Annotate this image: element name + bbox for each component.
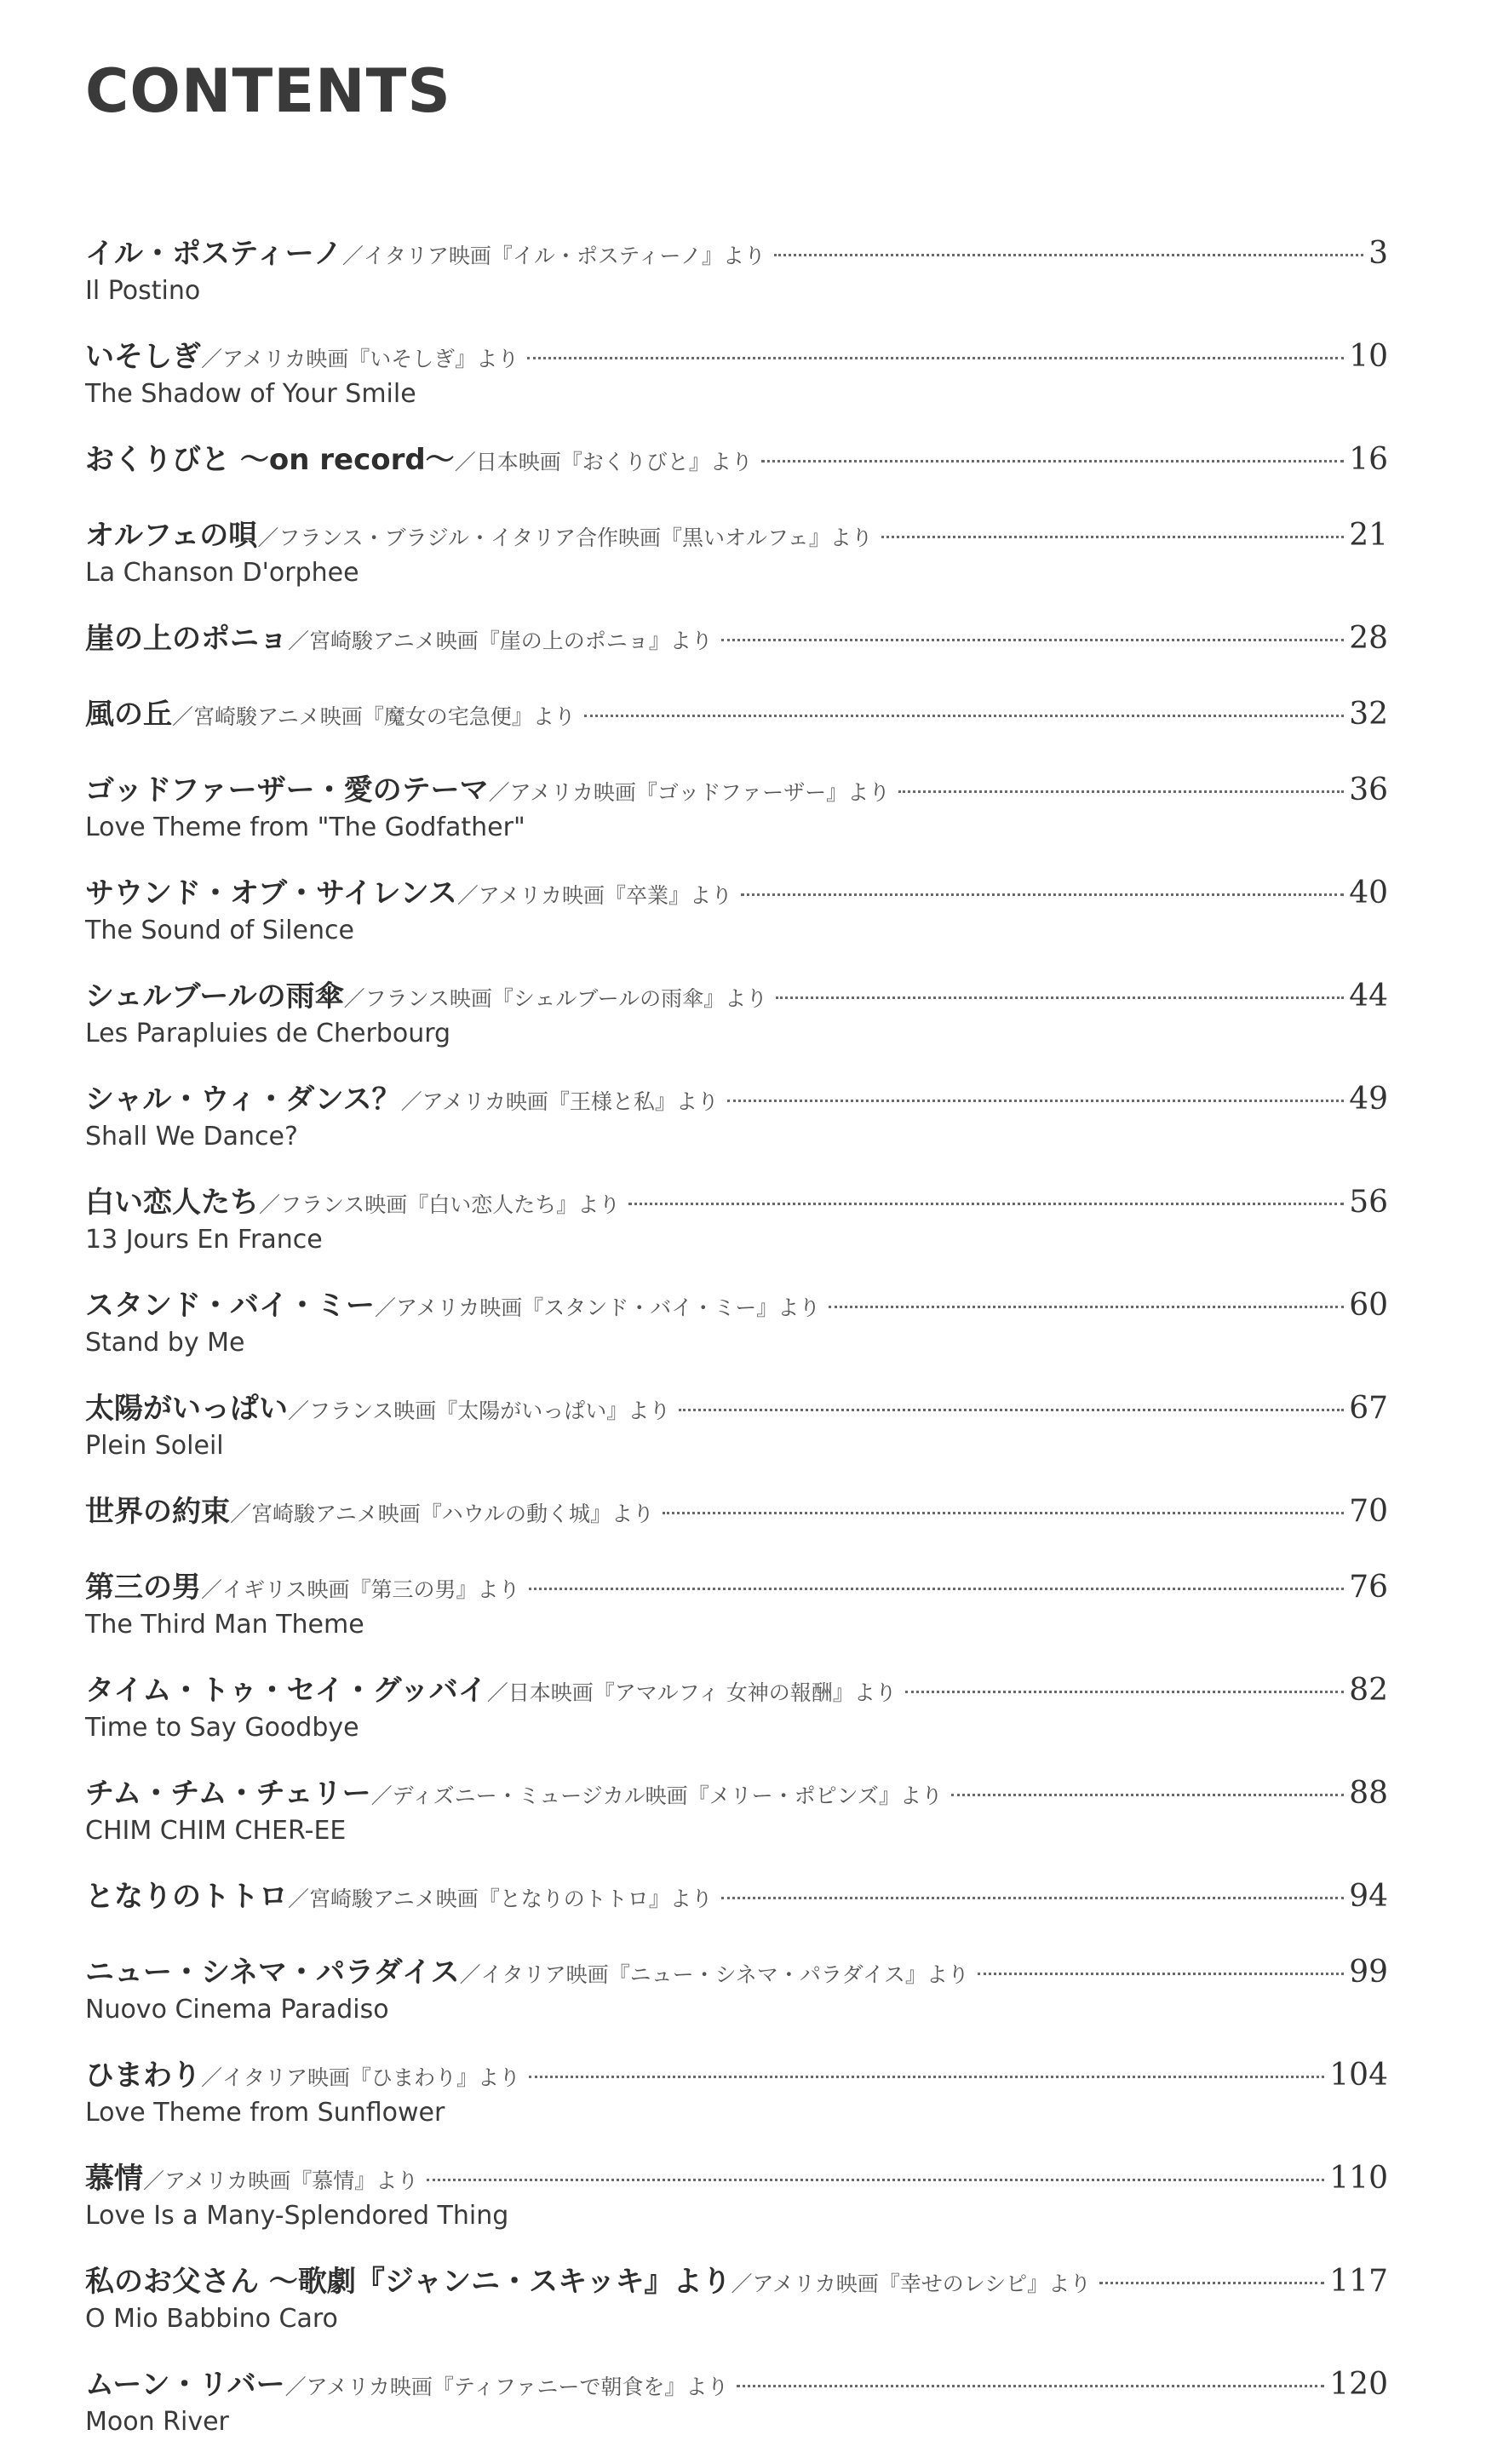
dot-leader — [829, 1306, 1344, 1308]
toc-page-number: 16 — [1349, 442, 1388, 477]
toc-title-en: Love Theme from Sunflower — [85, 2098, 445, 2128]
toc-line — [85, 1179, 1388, 1226]
toc-title-en: Moon River — [85, 2407, 229, 2437]
toc-source: ／アメリカ映画『ゴッドファーザー』より — [488, 780, 891, 805]
toc-title-jp: ムーン・リバー — [85, 2368, 285, 2402]
toc-page-number: 40 — [1349, 876, 1388, 910]
toc-entry[interactable] — [85, 767, 1388, 843]
dot-leader — [774, 254, 1363, 256]
toc-page-number: 88 — [1349, 1776, 1388, 1811]
toc-title-en: The Shadow of Your Smile — [85, 379, 416, 409]
toc-line — [85, 1667, 1388, 1714]
toc-page-number: 28 — [1349, 621, 1388, 656]
toc-line — [85, 870, 1388, 917]
toc-source: ／アメリカ映画『いそしぎ』より — [201, 347, 519, 371]
toc-title-en: CHIM CHIM CHER-EE — [85, 1816, 347, 1846]
toc-title-en: Time to Say Goodbye — [85, 1713, 359, 1743]
toc-entry[interactable] — [85, 2155, 1388, 2231]
dot-leader — [584, 715, 1344, 717]
toc-line — [85, 1949, 1388, 1996]
dot-leader — [529, 2076, 1324, 2078]
toc-page-number: 3 — [1368, 236, 1388, 271]
toc-page-number: 99 — [1349, 1955, 1388, 1990]
toc-source: ／アメリカ映画『王様と私』より — [400, 1089, 719, 1114]
toc-source: ／アメリカ映画『幸せのレシピ』より — [731, 2272, 1092, 2296]
toc-title-en: 13 Jours En France — [85, 1225, 323, 1255]
table-of-contents — [85, 230, 1388, 2464]
toc-page-number: 49 — [1349, 1082, 1388, 1117]
toc-title-en: Les Parapluies de Cherbourg — [85, 1019, 451, 1048]
toc-title-jp: 崖の上のポニョ — [85, 622, 288, 656]
toc-source: ／アメリカ映画『スタンド・バイ・ミー』より — [375, 1295, 821, 1320]
toc-title-en: Love Is a Many-Splendored Thing — [85, 2201, 509, 2231]
toc-source: ／イタリア映画『イル・ポスティーノ』より — [341, 244, 766, 268]
toc-title-jp: イル・ポスティーノ — [85, 237, 342, 271]
dot-leader — [679, 1409, 1344, 1411]
page-title: CONTENTS — [85, 56, 451, 126]
dot-leader — [951, 1794, 1344, 1796]
toc-title-en: Stand by Me — [85, 1328, 245, 1358]
toc-line — [85, 1564, 1388, 1611]
toc-entry[interactable] — [85, 1385, 1388, 1462]
toc-title-jp: 私のお父さん ～歌劇『ジャンニ・スキッキ』より — [85, 2265, 732, 2299]
toc-title-en: Il Postino — [85, 276, 201, 306]
toc-source: ／アメリカ映画『卒業』より — [456, 883, 732, 908]
toc-source: ／イタリア映画『ひまわり』より — [201, 2065, 521, 2090]
toc-title-jp: ひまわり — [85, 2059, 201, 2093]
dot-leader — [905, 1691, 1344, 1693]
toc-line — [85, 973, 1388, 1020]
toc-entry[interactable] — [85, 1076, 1388, 1152]
toc-line — [85, 1282, 1388, 1330]
toc-line — [85, 767, 1388, 814]
toc-line — [85, 436, 1388, 484]
toc-source: ／ディズニー・ミュージカル映画『メリー・ポピンズ』より — [370, 1783, 943, 1808]
toc-title-jp: サウンド・オブ・サイレンス — [85, 876, 457, 910]
toc-entry[interactable] — [85, 2258, 1388, 2335]
toc-title-jp: シェルブールの雨傘 — [85, 979, 344, 1014]
toc-entry[interactable] — [85, 2052, 1388, 2128]
toc-source: ／フランス映画『シェルブールの雨傘』より — [343, 986, 768, 1011]
toc-line — [85, 1076, 1388, 1123]
toc-page-number: 94 — [1349, 1879, 1388, 1914]
toc-entry[interactable] — [85, 1564, 1388, 1640]
toc-entry[interactable] — [85, 615, 1388, 663]
toc-source: ／アメリカ映画『慕情』より — [143, 2168, 419, 2193]
toc-entry[interactable] — [85, 691, 1388, 738]
toc-title-en: Shall We Dance? — [85, 1122, 298, 1152]
toc-entry[interactable] — [85, 230, 1388, 307]
toc-entry[interactable] — [85, 2361, 1388, 2438]
dot-leader — [741, 893, 1344, 896]
toc-entry[interactable] — [85, 973, 1388, 1049]
toc-page-number: 120 — [1329, 2367, 1388, 2402]
toc-title-jp: 第三の男 — [85, 1571, 201, 1605]
dot-leader — [663, 1512, 1344, 1514]
dot-leader — [978, 1973, 1344, 1975]
toc-page-number: 44 — [1349, 979, 1388, 1014]
toc-page-number: 10 — [1349, 339, 1388, 374]
toc-source: ／日本映画『おくりびと』より — [454, 450, 753, 474]
toc-page-number: 82 — [1349, 1673, 1388, 1708]
toc-source: ／宮崎駿アニメ映画『魔女の宅急便』より — [172, 704, 576, 729]
toc-title-jp: 太陽がいっぱい — [85, 1392, 288, 1426]
toc-entry[interactable] — [85, 512, 1388, 589]
toc-line — [85, 1488, 1388, 1536]
toc-line — [85, 2258, 1388, 2306]
toc-title-jp: 世界の約束 — [85, 1495, 230, 1529]
toc-source: ／日本映画『アマルフィ 女神の報酬』より — [486, 1680, 897, 1705]
dot-leader — [427, 2179, 1324, 2181]
toc-title-jp: スタンド・バイ・ミー — [85, 1289, 375, 1323]
dot-leader — [727, 1100, 1344, 1102]
toc-title-en: Nuovo Cinema Paradiso — [85, 1995, 389, 2025]
toc-page-number: 56 — [1349, 1185, 1388, 1220]
toc-source: ／宮崎駿アニメ映画『ハウルの動く城』より — [230, 1502, 655, 1526]
toc-page-number: 67 — [1349, 1391, 1388, 1426]
toc-entry[interactable] — [85, 1770, 1388, 1847]
dot-leader — [527, 357, 1344, 359]
toc-title-jp: オルフェの唄 — [85, 519, 258, 553]
toc-line — [85, 1873, 1388, 1921]
dot-leader — [761, 460, 1344, 462]
toc-source: ／宮崎駿アニメ映画『となりのトトロ』より — [288, 1887, 713, 1911]
toc-source: ／フランス映画『太陽がいっぱい』より — [288, 1399, 671, 1423]
toc-title-jp: タイム・トゥ・セイ・グッバイ — [85, 1674, 487, 1708]
toc-entry[interactable] — [85, 1873, 1388, 1921]
toc-source: ／アメリカ映画『ティファニーで朝食を』より — [284, 2375, 729, 2399]
toc-line — [85, 230, 1388, 278]
dot-leader — [721, 639, 1344, 641]
toc-entry[interactable] — [85, 333, 1388, 410]
dot-leader — [529, 1588, 1345, 1590]
toc-entry[interactable] — [85, 1667, 1388, 1743]
toc-title-en: Love Theme from "The Godfather" — [85, 813, 525, 842]
dot-leader — [898, 790, 1344, 793]
toc-title-jp: シャル・ウィ・ダンス？ — [85, 1083, 401, 1117]
toc-line — [85, 1385, 1388, 1433]
toc-line — [85, 2155, 1388, 2203]
toc-line — [85, 2361, 1388, 2409]
dot-leader — [1099, 2282, 1324, 2284]
toc-page-number: 32 — [1349, 697, 1388, 732]
toc-title-jp: ニュー・シネマ・パラダイス — [85, 1956, 460, 1990]
toc-title-jp: 白い恋人たち — [85, 1186, 259, 1220]
toc-page-number: 36 — [1349, 773, 1388, 807]
toc-title-en: The Third Man Theme — [85, 1610, 364, 1640]
toc-entry[interactable] — [85, 870, 1388, 946]
toc-entry[interactable] — [85, 1949, 1388, 2025]
toc-line — [85, 512, 1388, 560]
toc-line — [85, 333, 1388, 381]
toc-title-jp: おくりびと ～on record～ — [85, 443, 455, 477]
toc-line — [85, 691, 1388, 738]
toc-page-number: 70 — [1349, 1494, 1388, 1529]
toc-title-jp: ゴッドファーザー・愛のテーマ — [85, 773, 489, 807]
toc-page-number: 76 — [1349, 1570, 1388, 1605]
dot-leader — [881, 536, 1344, 538]
toc-title-en: Plein Soleil — [85, 1431, 224, 1461]
toc-title-en: The Sound of Silence — [85, 916, 354, 945]
toc-page-number: 110 — [1329, 2161, 1388, 2196]
dot-leader — [628, 1203, 1344, 1205]
toc-title-jp: いそしぎ — [85, 340, 201, 374]
toc-page-number: 104 — [1329, 2058, 1388, 2093]
toc-title-en: O Mio Babbino Caro — [85, 2304, 338, 2334]
toc-title-jp: 慕情 — [85, 2162, 143, 2196]
toc-source: ／フランス・ブラジル・イタリア合作映画『黒いオルフェ』より — [257, 526, 873, 550]
dot-leader — [776, 997, 1344, 999]
toc-page-number: 60 — [1349, 1288, 1388, 1323]
toc-title-jp: となりのトトロ — [85, 1880, 288, 1914]
toc-line — [85, 1770, 1388, 1818]
toc-source: ／宮崎駿アニメ映画『崖の上のポニョ』より — [288, 629, 713, 653]
dot-leader — [737, 2385, 1324, 2387]
toc-source: ／フランス映画『白い恋人たち』より — [259, 1192, 621, 1217]
toc-page-number: 21 — [1349, 518, 1388, 553]
dot-leader — [721, 1897, 1344, 1899]
toc-page-number: 117 — [1329, 2264, 1388, 2299]
toc-entry[interactable] — [85, 1488, 1388, 1536]
toc-entry[interactable] — [85, 1179, 1388, 1255]
toc-title-jp: チム・チム・チェリー — [85, 1777, 371, 1811]
toc-entry[interactable] — [85, 1282, 1388, 1358]
toc-line — [85, 2052, 1388, 2099]
toc-title-en: La Chanson D'orphee — [85, 558, 359, 588]
toc-entry[interactable] — [85, 436, 1388, 484]
toc-source: ／イギリス映画『第三の男』より — [201, 1577, 520, 1602]
toc-source: ／イタリア映画『ニュー・シネマ・パラダイス』より — [459, 1962, 969, 1987]
toc-title-jp: 風の丘 — [85, 698, 172, 732]
toc-line — [85, 615, 1388, 663]
